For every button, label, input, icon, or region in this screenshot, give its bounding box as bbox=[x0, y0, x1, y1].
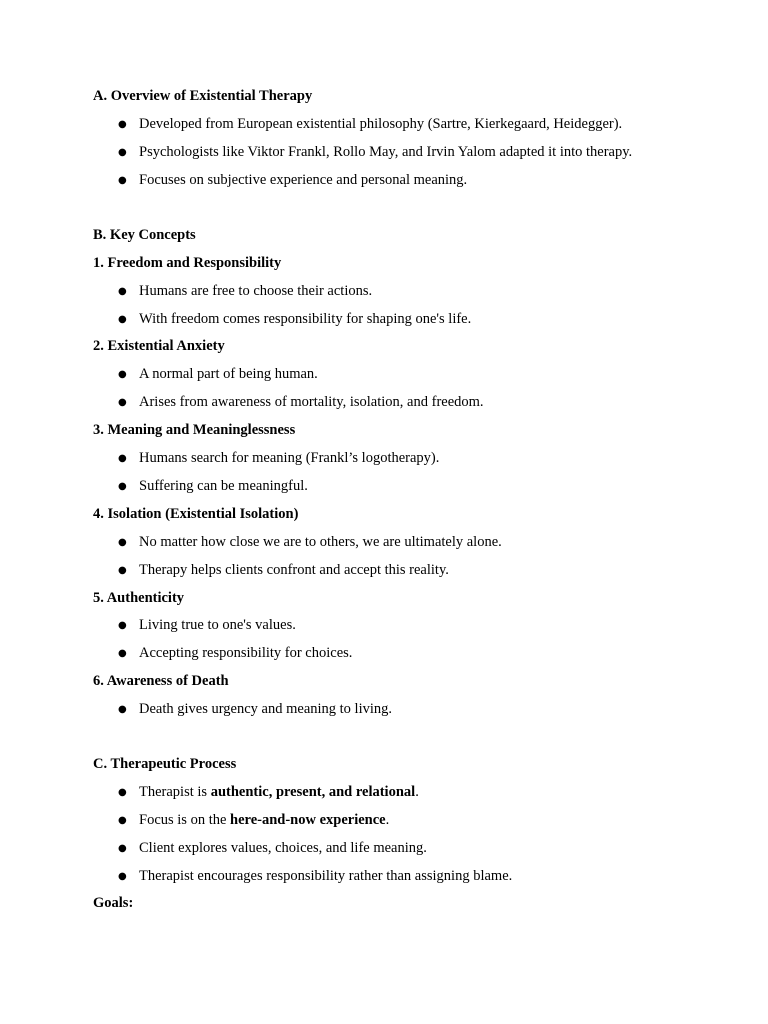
concept-title: 3. Meaning and Meaninglessness bbox=[93, 422, 296, 438]
bullet-icon: ● bbox=[118, 565, 127, 576]
concept-title: 5. Authenticity bbox=[93, 590, 185, 606]
section-c-heading: C. Therapeutic Process bbox=[93, 756, 237, 772]
bullet-icon: ● bbox=[118, 871, 127, 882]
list-item: ● Living true to one's values. bbox=[118, 617, 296, 633]
bullet-icon: ● bbox=[118, 175, 127, 186]
list-item: ● Humans search for meaning (Frankl’s logotherapy). bbox=[118, 450, 440, 466]
list-item: ● With freedom comes responsibility for shaping one's life. bbox=[118, 311, 472, 327]
list-item: ● No matter how close we are to others, we are ultimately alone. bbox=[118, 534, 502, 550]
concept-title: 2. Existential Anxiety bbox=[93, 338, 225, 354]
bullet-icon: ● bbox=[118, 620, 127, 631]
bullet-icon: ● bbox=[118, 787, 127, 798]
list-item: ● Client explores values, choices, and life meaning. bbox=[118, 840, 427, 856]
section-a-heading: A. Overview of Existential Therapy bbox=[93, 88, 313, 104]
list-item: ● A normal part of being human. bbox=[118, 366, 318, 382]
concept-title: 6. Awareness of Death bbox=[93, 673, 229, 689]
bullet-icon: ● bbox=[118, 481, 127, 492]
bullet-icon: ● bbox=[118, 119, 127, 130]
list-item: ● Therapist encourages responsibility rather than assigning blame. bbox=[118, 868, 513, 884]
bullet-icon: ● bbox=[118, 648, 127, 659]
bullet-icon: ● bbox=[118, 314, 127, 325]
list-item: ● Accepting responsibility for choices. bbox=[118, 645, 353, 661]
bullet-icon: ● bbox=[118, 369, 127, 380]
bullet-icon: ● bbox=[118, 147, 127, 158]
list-item: ● Humans are free to choose their actions. bbox=[118, 283, 373, 299]
bullet-icon: ● bbox=[118, 397, 127, 408]
list-item: ● Focuses on subjective experience and personal meaning. bbox=[118, 172, 468, 188]
list-item: ● Therapist is authentic, present, and relational. bbox=[118, 784, 419, 800]
list-item: ● Psychologists like Viktor Frankl, Rollo May, and Irvin Yalom adapted it into therapy. bbox=[118, 144, 633, 160]
bullet-icon: ● bbox=[118, 537, 127, 548]
list-item: ● Focus is on the here-and-now experience. bbox=[118, 812, 390, 828]
list-item: ● Therapy helps clients confront and accept this reality. bbox=[118, 562, 449, 578]
list-item: ● Arises from awareness of mortality, isolation, and freedom. bbox=[118, 394, 484, 410]
list-item: ● Developed from European existential philosophy (Sartre, Kierkegaard, Heidegger). bbox=[118, 116, 623, 132]
emphasis-text: authentic, present, and relational bbox=[210, 784, 416, 800]
list-item: ● Suffering can be meaningful. bbox=[118, 478, 308, 494]
concept-title: 4. Isolation (Existential Isolation) bbox=[93, 506, 299, 522]
concept-title: 1. Freedom and Responsibility bbox=[93, 255, 282, 271]
bullet-icon: ● bbox=[118, 815, 127, 826]
bullet-icon: ● bbox=[118, 843, 127, 854]
emphasis-text: here-and-now experience bbox=[230, 812, 386, 828]
bullet-icon: ● bbox=[118, 704, 127, 715]
goals-label: Goals: bbox=[93, 895, 134, 911]
bullet-icon: ● bbox=[118, 453, 127, 464]
bullet-icon: ● bbox=[118, 286, 127, 297]
list-item: ● Death gives urgency and meaning to living. bbox=[118, 701, 393, 717]
section-b-heading: B. Key Concepts bbox=[93, 227, 196, 243]
